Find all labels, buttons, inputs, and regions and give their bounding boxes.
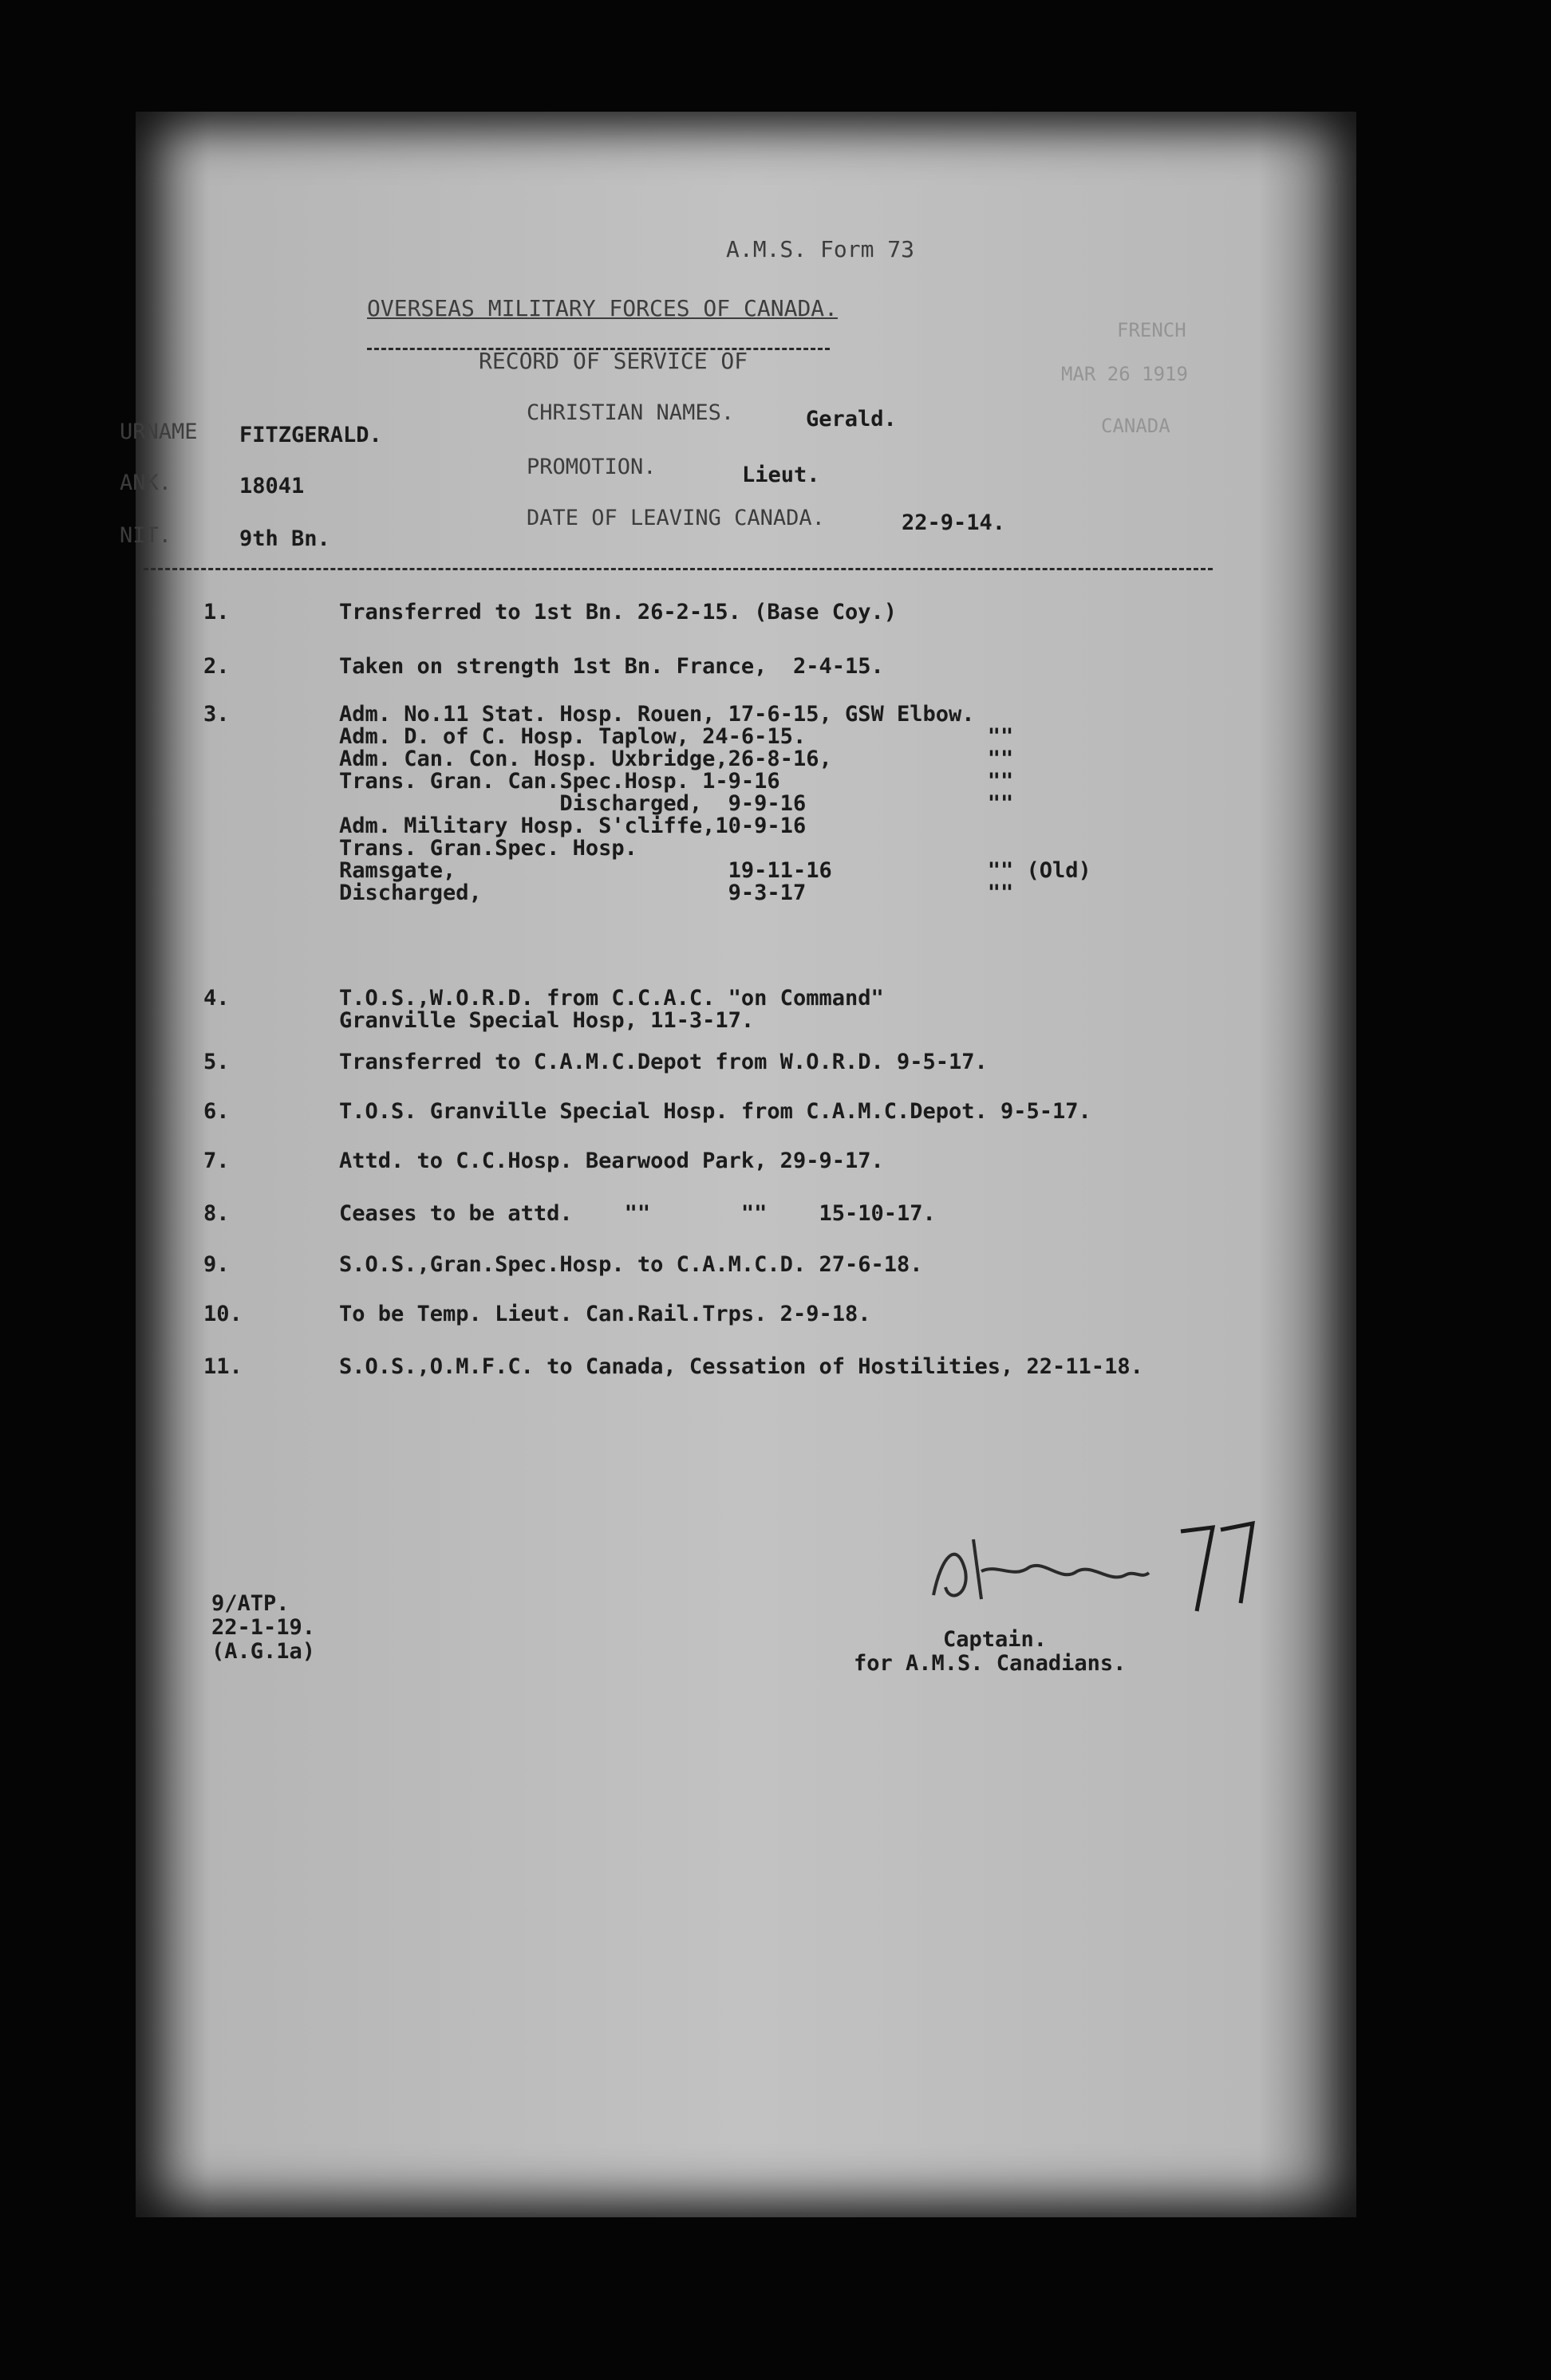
stamp-line: CANADA [1101, 415, 1170, 437]
entry-text: T.O.S.,W.O.R.D. from C.C.A.C. "on Command" [339, 986, 884, 1011]
entry-number: 2. [203, 654, 230, 679]
entry-text: To be Temp. Lieut. Can.Rail.Trps. 2-9-18. [339, 1302, 871, 1326]
handwritten-signature [925, 1507, 1261, 1627]
entry-text: Ceases to be attd. "" "" 15-10-17. [339, 1201, 936, 1226]
entry-text: S.O.S.,O.M.F.C. to Canada, Cessation of Hostilities, 22-11-18. [339, 1354, 1143, 1379]
entry-text: Discharged, 9-3-17 "" [339, 881, 1014, 905]
header-divider [144, 568, 1213, 570]
christian-names-label: CHRISTIAN NAMES. [527, 400, 735, 425]
rank-value: 18041 [239, 474, 305, 498]
entry-text: Trans. Gran.Spec. Hosp. [339, 836, 637, 861]
entry-number: 9. [203, 1252, 230, 1277]
christian-names-value: Gerald. [806, 407, 897, 431]
entry-text: Adm. D. of C. Hosp. Taplow, 24-6-15. "" [339, 724, 1014, 749]
reference-branch: (A.G.1a) [211, 1639, 316, 1664]
entry-text: Trans. Gran. Can.Spec.Hosp. 1-9-16 "" [339, 769, 1014, 794]
date-leaving-label: DATE OF LEAVING CANADA. [527, 506, 825, 530]
rank-label: ANK. [120, 471, 172, 495]
entry-text: Transferred to C.A.M.C.Depot from W.O.R.D. 9-5-17. [339, 1050, 988, 1074]
entry-number: 6. [203, 1099, 230, 1124]
entry-text: T.O.S. Granville Special Hosp. from C.A.M.C.Depot. 9-5-17. [339, 1099, 1091, 1124]
entry-text: Adm. No.11 Stat. Hosp. Rouen, 17-6-15, GSW Elbow. [339, 702, 975, 727]
entry-text: S.O.S.,Gran.Spec.Hosp. to C.A.M.C.D. 27-6-18. [339, 1252, 923, 1277]
entry-text: Transferred to 1st Bn. 26-2-15. (Base Coy.) [339, 600, 897, 625]
surname-value: FITZGERALD. [239, 423, 382, 447]
entry-text: Granville Special Hosp, 11-3-17. [339, 1008, 755, 1033]
unit-label: NIT. [120, 523, 172, 548]
surname-label: URNAME [120, 420, 198, 444]
unit-value: 9th Bn. [239, 526, 330, 551]
entry-number: 4. [203, 986, 230, 1011]
signature-for-line: for A.M.S. Canadians. [854, 1651, 1127, 1676]
entry-text: Attd. to C.C.Hosp. Bearwood Park, 29-9-17. [339, 1149, 884, 1173]
entry-number: 8. [203, 1201, 230, 1226]
entry-number: 11. [203, 1354, 243, 1379]
entry-number: 1. [203, 600, 230, 625]
form-number: A.M.S. Form 73 [726, 236, 915, 262]
stamp-line: FRENCH [1117, 319, 1186, 341]
entry-text: Taken on strength 1st Bn. France, 2-4-15. [339, 654, 884, 679]
entry-number: 7. [203, 1149, 230, 1173]
received-stamp [1029, 319, 1229, 463]
form-subtitle: RECORD OF SERVICE OF [479, 348, 748, 374]
entry-text: Discharged, 9-9-16 "" [339, 791, 1014, 816]
form-title: OVERSEAS MILITARY FORCES OF CANADA. [367, 295, 839, 321]
entry-number: 10. [203, 1302, 243, 1326]
reference-line: 9/ATP. [211, 1591, 290, 1616]
signature-title: Captain. [943, 1627, 1048, 1652]
entry-number: 5. [203, 1050, 230, 1074]
stamp-date: MAR 26 1919 [1061, 363, 1188, 385]
entry-text: Ramsgate, 19-11-16 "" (Old) [339, 858, 1091, 883]
entry-text: Adm. Can. Con. Hosp. Uxbridge,26-8-16, "" [339, 747, 1014, 771]
entry-number: 3. [203, 702, 230, 727]
reference-date: 22-1-19. [211, 1615, 316, 1640]
date-leaving-value: 22-9-14. [902, 510, 1006, 535]
promotion-value: Lieut. [742, 463, 820, 487]
entry-text: Adm. Military Hosp. S'cliffe,10-9-16 [339, 814, 807, 838]
promotion-label: PROMOTION. [527, 455, 657, 479]
